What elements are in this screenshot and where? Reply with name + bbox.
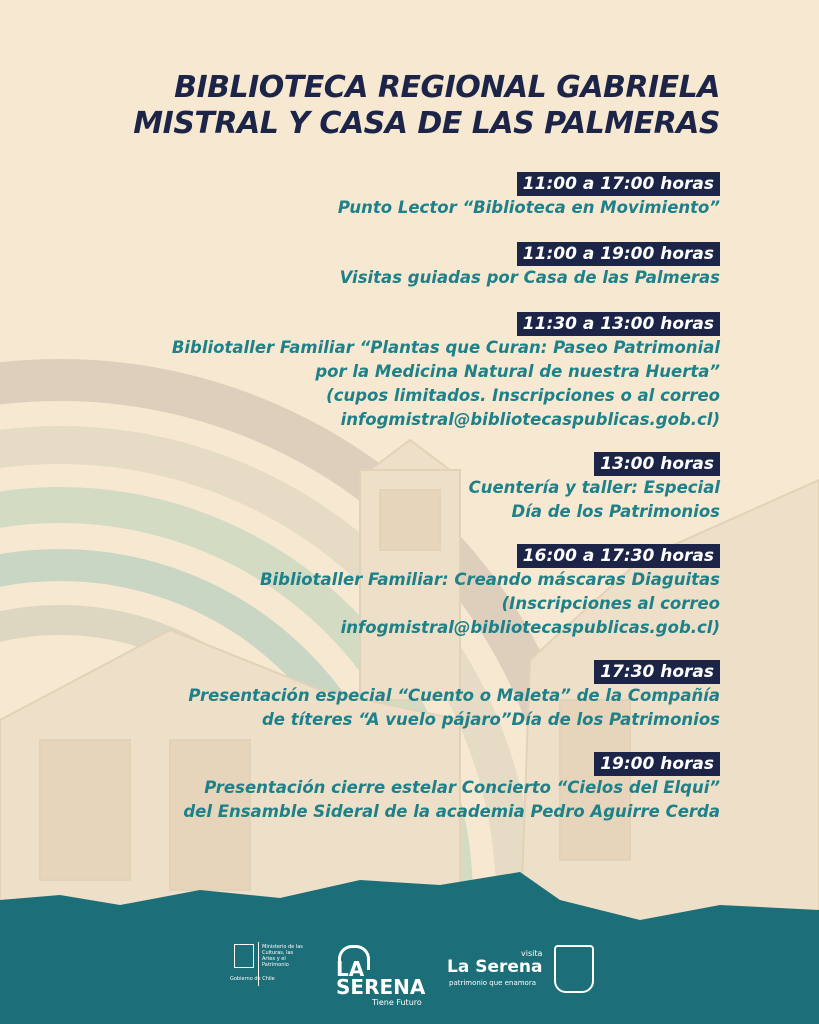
la-serena-tiene-futuro-logo [334, 945, 426, 1011]
visita-la-serena-logo [447, 949, 597, 1010]
event-item [80, 544, 720, 640]
event-time: 13:00 horas [594, 452, 720, 476]
ministry-name: Ministerio de las Culturas, las Artes y el Patrimonio [262, 944, 303, 968]
event-description: Bibliotaller Familiar “Plantas que Curan: Paseo Patrimonial [171, 338, 720, 357]
event-item [80, 172, 720, 220]
logo-word-serena: SERENA [336, 975, 426, 999]
event-schedule [80, 172, 720, 824]
government-label: Gobierno de Chile [230, 976, 275, 982]
event-description: por la Medicina Natural de nuestra Huerta” [315, 362, 720, 381]
event-item [80, 452, 720, 524]
title-line-2: MISTRAL Y CASA DE LAS PALMERAS [133, 106, 720, 141]
event-description: Bibliotaller Familiar: Creando máscaras Diaguitas [259, 570, 720, 589]
event-description: Visitas guiadas por Casa de las Palmeras [339, 268, 720, 287]
event-time: 19:00 horas [594, 752, 720, 776]
event-item [80, 242, 720, 290]
logo-visit-label: visita [521, 949, 543, 958]
chile-shield-icon [234, 944, 254, 968]
event-description: Punto Lector “Biblioteca en Movimiento” [337, 198, 720, 217]
event-description: (Inscripciones al correo [501, 594, 720, 613]
event-description: Presentación especial “Cuento o Maleta” de la Compañía [188, 686, 720, 705]
lighthouse-icon [554, 945, 594, 993]
title-line-1: BIBLIOTECA REGIONAL GABRIELA [174, 70, 720, 105]
event-time: 11:30 a 13:00 horas [517, 312, 720, 336]
event-description: de títeres “A vuelo pájaro”Día de los Patrimonios [261, 710, 720, 729]
event-item [80, 312, 720, 432]
event-description: Cuentería y taller: Especial [468, 478, 720, 497]
event-description: Día de los Patrimonios [511, 502, 720, 521]
event-email: infogmistral@bibliotecaspublicas.gob.cl) [340, 618, 720, 637]
ministry-logo [230, 940, 310, 1010]
logo-tagline: patrimonio que enamora [449, 979, 537, 987]
event-time: 16:00 a 17:30 horas [517, 544, 720, 568]
event-email: infogmistral@bibliotecaspublicas.gob.cl) [340, 410, 720, 429]
event-description: (cupos limitados. Inscripciones o al correo [326, 386, 720, 405]
event-time: 11:00 a 17:00 horas [517, 172, 720, 196]
logo-word-la: LA [336, 957, 365, 981]
event-item [80, 752, 720, 824]
event-item [80, 660, 720, 732]
event-time: 11:00 a 19:00 horas [517, 242, 720, 266]
page-title [100, 70, 720, 142]
event-description: del Ensamble Sideral de la academia Pedro Aguirre Cerda [183, 802, 720, 821]
event-description: Presentación cierre estelar Concierto “Cielos del Elqui” [204, 778, 720, 797]
logo-tagline: Tiene Futuro [372, 998, 422, 1007]
event-time: 17:30 horas [594, 660, 720, 684]
logo-name: La Serena [447, 957, 543, 977]
